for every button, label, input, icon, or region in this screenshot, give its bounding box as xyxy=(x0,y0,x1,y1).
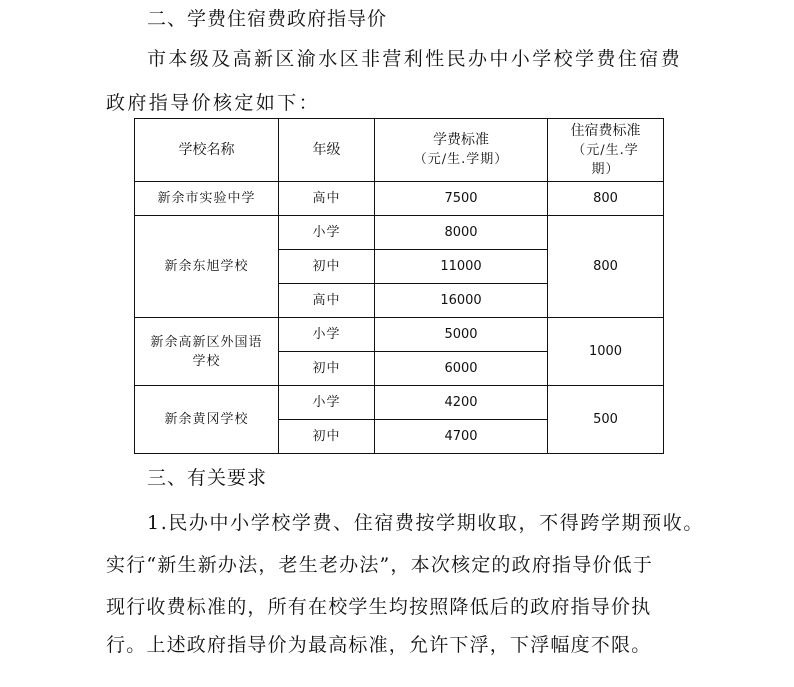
table-row xyxy=(135,216,664,250)
section-2-heading: 二、学费住宿费政府指导价 xyxy=(147,8,388,30)
requirement-line-4: 行。上述政府指导价为最高标准，允许下浮，下浮幅度不限。 xyxy=(106,634,652,656)
intro-line-2: 政府指导价核定如下： xyxy=(106,92,321,114)
header-tuition xyxy=(375,119,548,182)
school-name-line-2: 学校 xyxy=(192,353,221,369)
section-3-heading: 三、有关要求 xyxy=(147,467,268,489)
school-name-cell xyxy=(135,318,279,386)
grade-cell: 小学 xyxy=(279,318,375,352)
tuition-cell: 4700 xyxy=(375,420,548,454)
header-school-name: 学校名称 xyxy=(135,119,279,182)
table-row xyxy=(135,182,664,216)
header-boarding-label: 住宿费标准 xyxy=(570,122,641,139)
tuition-cell: 16000 xyxy=(375,284,548,318)
header-boarding-unit-1: （元/生.学 xyxy=(572,142,639,158)
header-tuition-label: 学费标准 xyxy=(433,132,489,148)
header-boarding-unit-2: 期） xyxy=(591,161,620,177)
header-grade: 年级 xyxy=(279,119,375,182)
intro-line-1: 市本级及高新区渝水区非营利性民办中小学校学费住宿费 xyxy=(147,48,683,70)
boarding-cell: 500 xyxy=(548,386,664,454)
grade-cell: 初中 xyxy=(279,352,375,386)
grade-cell: 初中 xyxy=(279,420,375,454)
grade-cell: 高中 xyxy=(279,182,375,216)
school-name-cell: 新余市实验中学 xyxy=(135,182,279,216)
table-row xyxy=(135,386,664,420)
grade-cell: 初中 xyxy=(279,250,375,284)
table-header-row xyxy=(135,119,664,182)
tuition-cell: 11000 xyxy=(375,250,548,284)
school-name-line-1: 新余高新区外国语 xyxy=(150,334,263,350)
requirement-line-2: 实行“新生新办法，老生老办法”，本次核定的政府指导价低于 xyxy=(106,554,654,576)
school-name-cell: 新余东旭学校 xyxy=(135,216,279,318)
school-name-cell: 新余黄冈学校 xyxy=(135,386,279,454)
boarding-cell: 800 xyxy=(548,216,664,318)
tuition-cell: 5000 xyxy=(375,318,548,352)
grade-cell: 小学 xyxy=(279,386,375,420)
grade-cell: 小学 xyxy=(279,216,375,250)
fee-table xyxy=(134,118,664,454)
header-boarding xyxy=(548,119,664,182)
tuition-cell: 7500 xyxy=(375,182,548,216)
boarding-cell: 1000 xyxy=(548,318,664,386)
requirement-line-3: 现行收费标准的，所有在校学生均按照降低后的政府指导价执 xyxy=(106,596,652,618)
tuition-cell: 4200 xyxy=(375,386,548,420)
grade-cell: 高中 xyxy=(279,284,375,318)
table-row xyxy=(135,318,664,352)
tuition-cell: 6000 xyxy=(375,352,548,386)
tuition-cell: 8000 xyxy=(375,216,548,250)
boarding-cell: 800 xyxy=(548,182,664,216)
header-tuition-unit: （元/生.学期） xyxy=(413,152,509,167)
requirement-line-1: 1.民办中小学校学费、住宿费按学期收取，不得跨学期预收。 xyxy=(147,512,704,534)
